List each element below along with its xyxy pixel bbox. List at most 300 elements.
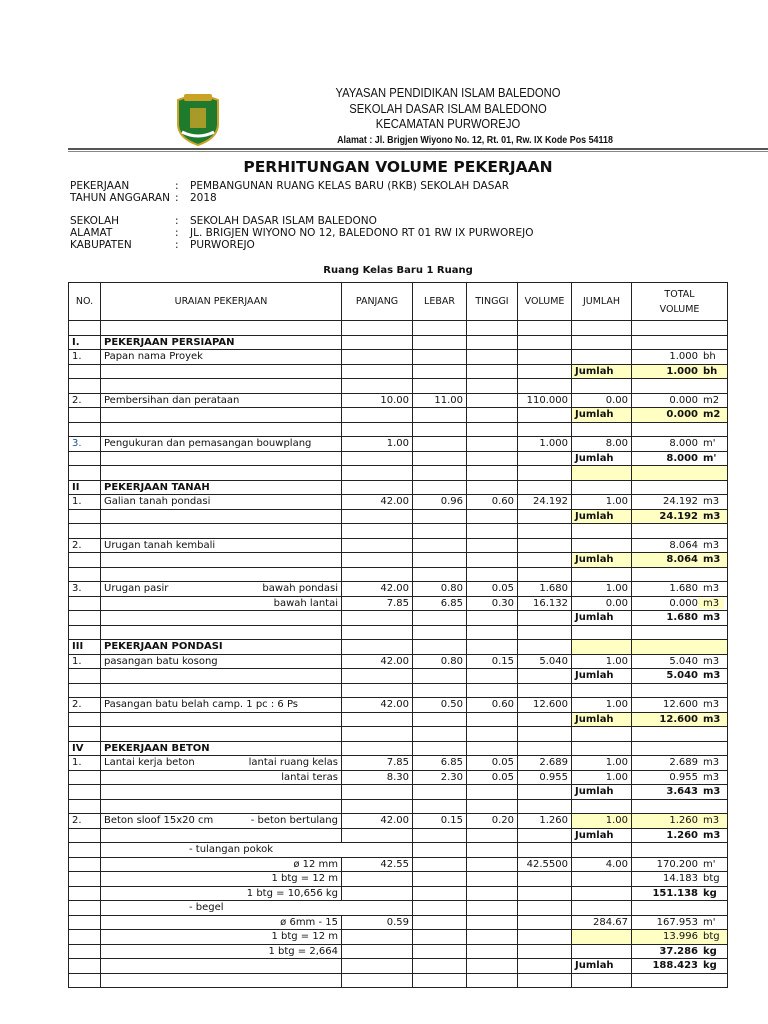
item-description	[101, 567, 342, 582]
tinggi-value: 0.05	[467, 756, 518, 771]
table-row	[69, 683, 728, 698]
tinggi-value	[467, 538, 518, 553]
item-name: PEKERJAAN BETON	[104, 742, 210, 754]
row-number	[69, 959, 101, 974]
lebar-value	[413, 741, 467, 756]
total-value: 8.064	[666, 554, 698, 566]
info-colon: :	[175, 227, 179, 239]
total-value: 37.286	[659, 945, 698, 957]
info-colon: :	[175, 180, 179, 192]
jumlah-value: 1.00	[572, 770, 632, 785]
row-number	[69, 364, 101, 379]
row-number	[69, 944, 101, 959]
table-row	[69, 669, 728, 684]
tinggi-value	[467, 524, 518, 539]
page-title: PERHITUNGAN VOLUME PEKERJAAN	[243, 158, 553, 176]
total-volume	[632, 379, 728, 394]
tinggi-value	[467, 393, 518, 408]
item-subdetail: ø 12 mm	[293, 858, 338, 870]
volume-value: 1.680	[518, 582, 572, 597]
total-volume	[632, 756, 728, 771]
info-value: 2018	[190, 192, 217, 204]
panjang-value	[342, 785, 413, 800]
row-number	[69, 930, 101, 945]
panjang-value	[342, 683, 413, 698]
unit-label: m2	[703, 394, 720, 406]
total-volume	[632, 973, 728, 988]
item-subdetail: bawah pondasi	[262, 583, 338, 595]
item-subdetail: 1 btg = 12 m	[271, 873, 338, 885]
table-row	[69, 857, 728, 872]
volume-value	[518, 930, 572, 945]
unit-label: m3	[703, 670, 721, 682]
item-name: Papan nama Proyek	[104, 351, 203, 363]
volume-value	[518, 872, 572, 887]
table-row	[69, 379, 728, 394]
volume-value	[518, 509, 572, 524]
panjang-value	[342, 538, 413, 553]
panjang-value	[342, 509, 413, 524]
panjang-value: 8.30	[342, 770, 413, 785]
unit-label: m3	[703, 554, 721, 566]
volume-value	[518, 886, 572, 901]
tinggi-value	[467, 683, 518, 698]
unit-label: kg	[703, 945, 717, 957]
lebar-value	[413, 944, 467, 959]
total-volume	[632, 451, 728, 466]
lebar-value: 0.80	[413, 654, 467, 669]
total-volume	[632, 959, 728, 974]
total-volume	[632, 785, 728, 800]
item-description	[101, 335, 342, 350]
item-description	[101, 814, 342, 829]
volume-value: 24.192	[518, 495, 572, 510]
item-description	[101, 451, 342, 466]
total-value: 170.200	[656, 858, 698, 870]
table-row	[69, 538, 728, 553]
volume-value: 1.260	[518, 814, 572, 829]
jumlah-value	[572, 683, 632, 698]
total-volume	[632, 596, 728, 611]
volume-value	[518, 350, 572, 365]
item-subdetail: bawah lantai	[273, 597, 338, 609]
item-description	[101, 973, 342, 988]
jumlah-value	[572, 872, 632, 887]
unit-label: m2	[703, 409, 721, 421]
volume-value	[518, 785, 572, 800]
tinggi-value: 0.15	[467, 654, 518, 669]
total-value: 8.000	[669, 438, 698, 450]
jumlah-value: Jumlah	[572, 451, 632, 466]
tinggi-value	[467, 727, 518, 742]
item-name: PEKERJAAN PERSIAPAN	[104, 336, 235, 348]
table-row	[69, 350, 728, 365]
volume-value	[518, 799, 572, 814]
table-row	[69, 582, 728, 597]
volume-value	[518, 611, 572, 626]
info-value: PURWOREJO	[190, 239, 255, 251]
total-volume	[632, 567, 728, 582]
jumlah-value: 1.00	[572, 654, 632, 669]
item-description	[101, 611, 342, 626]
table-row	[69, 596, 728, 611]
row-number	[69, 915, 101, 930]
total-value: 1.680	[666, 612, 698, 624]
tinggi-value: 0.05	[467, 582, 518, 597]
row-number: III	[69, 640, 101, 655]
volume-value	[518, 669, 572, 684]
unit-label: m3	[703, 771, 720, 783]
item-name: Beton sloof 15x20 cm	[104, 815, 214, 827]
row-number	[69, 466, 101, 481]
item-subdetail: lantai teras	[281, 771, 338, 783]
volume-value	[518, 321, 572, 336]
row-number	[69, 872, 101, 887]
row-number	[69, 611, 101, 626]
panjang-value: 0.59	[342, 915, 413, 930]
total-volume	[632, 509, 728, 524]
total-volume	[632, 582, 728, 597]
volume-value	[518, 379, 572, 394]
jumlah-value: 284.67	[572, 915, 632, 930]
unit-label: m3	[703, 583, 720, 595]
total-value: 1.680	[669, 583, 698, 595]
jumlah-value: Jumlah	[572, 611, 632, 626]
tinggi-value	[467, 857, 518, 872]
row-number	[69, 901, 101, 916]
column-header: TINGGI	[467, 283, 518, 321]
tinggi-value	[467, 973, 518, 988]
panjang-value	[342, 480, 413, 495]
panjang-value: 7.85	[342, 756, 413, 771]
table-row	[69, 509, 728, 524]
lebar-value: 0.96	[413, 495, 467, 510]
unit-label: m3	[703, 612, 721, 624]
item-description	[101, 828, 342, 843]
panjang-value	[342, 640, 413, 655]
tinggi-value	[467, 350, 518, 365]
tinggi-value	[467, 930, 518, 945]
total-volume	[632, 944, 728, 959]
tinggi-value	[467, 408, 518, 423]
panjang-value	[342, 422, 413, 437]
item-description	[101, 364, 342, 379]
jumlah-value	[572, 350, 632, 365]
item-name: Galian tanah pondasi	[104, 496, 211, 508]
jumlah-value: 1.00	[572, 495, 632, 510]
column-header: NO.	[69, 283, 101, 321]
item-description	[101, 698, 342, 713]
unit-label: m3	[703, 655, 720, 667]
table-row	[69, 973, 728, 988]
unit-label: m3	[703, 757, 720, 769]
panjang-value	[342, 379, 413, 394]
table-row	[69, 524, 728, 539]
row-number: 3.	[69, 437, 101, 452]
total-volume	[632, 828, 728, 843]
tinggi-value	[467, 944, 518, 959]
table-row	[69, 785, 728, 800]
jumlah-value: Jumlah	[572, 509, 632, 524]
unit-label: m3	[703, 539, 720, 551]
jumlah-value: 0.00	[572, 393, 632, 408]
total-volume	[632, 843, 728, 858]
row-number: 1.	[69, 495, 101, 510]
tinggi-value: 0.20	[467, 814, 518, 829]
volume-value	[518, 625, 572, 640]
tinggi-value	[467, 567, 518, 582]
tinggi-value	[467, 553, 518, 568]
table-row	[69, 886, 728, 901]
panjang-value	[342, 451, 413, 466]
total-volume	[632, 799, 728, 814]
panjang-value	[342, 364, 413, 379]
total-volume	[632, 712, 728, 727]
panjang-value	[342, 611, 413, 626]
org-address: Alamat : Jl. Brigjen Wiyono No. 12, Rt. 01, Rw. IX Kode Pos 54118	[337, 134, 613, 146]
tinggi-value	[467, 843, 518, 858]
unit-label: m3	[698, 598, 724, 609]
tinggi-value	[467, 335, 518, 350]
panjang-value	[342, 625, 413, 640]
jumlah-value	[572, 625, 632, 640]
lebar-value	[413, 625, 467, 640]
total-value: 8.000	[666, 452, 698, 464]
volume-value	[518, 915, 572, 930]
jumlah-value	[572, 930, 632, 945]
unit-label: m3	[703, 786, 721, 798]
item-description	[101, 683, 342, 698]
jumlah-value: 1.00	[572, 756, 632, 771]
table-row	[69, 727, 728, 742]
total-volume	[632, 466, 728, 481]
panjang-value: 42.00	[342, 698, 413, 713]
unit-label: kg	[703, 960, 717, 972]
item-description	[101, 640, 342, 655]
jumlah-value	[572, 843, 632, 858]
jumlah-value	[572, 480, 632, 495]
jumlah-value: 1.00	[572, 698, 632, 713]
jumlah-value: Jumlah	[572, 364, 632, 379]
item-description	[101, 596, 342, 611]
lebar-value	[413, 683, 467, 698]
total-volume	[632, 886, 728, 901]
item-description	[101, 712, 342, 727]
item-description	[101, 466, 342, 481]
table-row	[69, 466, 728, 481]
total-value: 188.423	[652, 960, 698, 972]
row-number	[69, 886, 101, 901]
total-value: 24.192	[659, 510, 698, 522]
jumlah-value: Jumlah	[572, 408, 632, 423]
info-label: PEKERJAAN	[70, 180, 130, 192]
tinggi-value	[467, 785, 518, 800]
lebar-value	[413, 828, 467, 843]
tinggi-value	[467, 959, 518, 974]
item-name: PEKERJAAN TANAH	[104, 481, 210, 493]
panjang-value: 42.00	[342, 495, 413, 510]
table-row	[69, 915, 728, 930]
tinggi-value	[467, 915, 518, 930]
jumlah-value	[572, 321, 632, 336]
panjang-value: 42.00	[342, 582, 413, 597]
item-subdetail: ø 6mm - 15	[280, 916, 338, 928]
tinggi-value	[467, 828, 518, 843]
row-number	[69, 408, 101, 423]
row-number	[69, 712, 101, 727]
panjang-value: 42.00	[342, 814, 413, 829]
lebar-value: 6.85	[413, 756, 467, 771]
jumlah-value	[572, 524, 632, 539]
table-row	[69, 654, 728, 669]
volume-value	[518, 538, 572, 553]
column-header: JUMLAH	[572, 283, 632, 321]
item-description	[101, 509, 342, 524]
row-number: 2.	[69, 538, 101, 553]
unit-label: btg	[703, 931, 720, 943]
unit-label: m3	[703, 713, 721, 725]
total-value: 14.183	[663, 873, 698, 885]
jumlah-value: Jumlah	[572, 785, 632, 800]
total-volume	[632, 915, 728, 930]
row-number	[69, 509, 101, 524]
row-number	[69, 843, 101, 858]
item-description	[101, 625, 342, 640]
lebar-value	[413, 901, 467, 916]
panjang-value: 42.55	[342, 857, 413, 872]
volume-value	[518, 567, 572, 582]
item-subheading: - begel	[101, 901, 413, 916]
total-value: 1.000	[666, 365, 698, 377]
table-row	[69, 422, 728, 437]
panjang-value	[342, 335, 413, 350]
panjang-value	[342, 712, 413, 727]
tinggi-value	[467, 741, 518, 756]
total-value: 13.996	[663, 931, 698, 943]
row-number	[69, 727, 101, 742]
jumlah-value	[572, 799, 632, 814]
lebar-value	[413, 915, 467, 930]
volume-value	[518, 727, 572, 742]
total-volume	[632, 538, 728, 553]
table-subtitle: Ruang Kelas Baru 1 Ruang	[323, 265, 473, 276]
table-row	[69, 872, 728, 887]
row-number: 1.	[69, 350, 101, 365]
lebar-value	[413, 480, 467, 495]
item-description	[101, 379, 342, 394]
unit-label: m'	[703, 916, 716, 928]
row-number	[69, 973, 101, 988]
unit-label: m3	[703, 699, 720, 711]
item-name: Pembersihan dan perataan	[104, 394, 240, 406]
jumlah-value: Jumlah	[572, 828, 632, 843]
total-volume	[632, 524, 728, 539]
lebar-value	[413, 509, 467, 524]
panjang-value	[342, 727, 413, 742]
jumlah-value: Jumlah	[572, 712, 632, 727]
row-number	[69, 785, 101, 800]
lebar-value	[413, 379, 467, 394]
lebar-value	[413, 712, 467, 727]
tinggi-value: 0.60	[467, 698, 518, 713]
table-row	[69, 843, 728, 858]
lebar-value	[413, 553, 467, 568]
volume-value	[518, 712, 572, 727]
panjang-value	[342, 872, 413, 887]
unit-label: bh	[703, 351, 716, 363]
info-row	[70, 215, 377, 227]
lebar-value	[413, 930, 467, 945]
school-logo	[172, 90, 224, 146]
panjang-value	[342, 828, 413, 843]
jumlah-value: 4.00	[572, 857, 632, 872]
item-description	[101, 857, 342, 872]
total-volume	[632, 422, 728, 437]
lebar-value	[413, 872, 467, 887]
table-row	[69, 335, 728, 350]
lebar-value	[413, 857, 467, 872]
jumlah-value	[572, 538, 632, 553]
info-colon: :	[175, 215, 179, 227]
lebar-value	[413, 451, 467, 466]
item-description	[101, 799, 342, 814]
table-row	[69, 712, 728, 727]
volume-value	[518, 466, 572, 481]
table-row	[69, 480, 728, 495]
jumlah-value	[572, 422, 632, 437]
volume-value	[518, 422, 572, 437]
unit-label: m'	[703, 858, 716, 870]
row-number	[69, 553, 101, 568]
jumlah-value: 1.00	[572, 582, 632, 597]
table-row	[69, 364, 728, 379]
volume-value: 16.132	[518, 596, 572, 611]
tinggi-value	[467, 625, 518, 640]
total-value: 1.260	[669, 815, 698, 827]
table-row	[69, 901, 728, 916]
row-number	[69, 379, 101, 394]
total-volume	[632, 669, 728, 684]
tinggi-value	[467, 901, 518, 916]
info-label: SEKOLAH	[70, 215, 120, 227]
tinggi-value	[467, 611, 518, 626]
row-number	[69, 669, 101, 684]
volume-value	[518, 901, 572, 916]
total-volume	[632, 408, 728, 423]
row-number: IV	[69, 741, 101, 756]
total-volume	[632, 480, 728, 495]
lebar-value	[413, 669, 467, 684]
panjang-value	[342, 524, 413, 539]
jumlah-value	[572, 901, 632, 916]
info-row	[70, 192, 217, 204]
jumlah-value	[572, 886, 632, 901]
item-name: pasangan batu kosong	[104, 655, 218, 667]
unit-label: m3	[703, 496, 720, 508]
lebar-value	[413, 466, 467, 481]
table-row	[69, 959, 728, 974]
info-colon: :	[175, 192, 179, 204]
total-volume	[632, 814, 728, 829]
table-row	[69, 930, 728, 945]
total-volume	[632, 698, 728, 713]
lebar-value	[413, 335, 467, 350]
panjang-value: 7.85	[342, 596, 413, 611]
total-volume	[632, 640, 728, 655]
lebar-value: 2.30	[413, 770, 467, 785]
lebar-value	[413, 321, 467, 336]
total-value: 0.955	[669, 771, 698, 783]
